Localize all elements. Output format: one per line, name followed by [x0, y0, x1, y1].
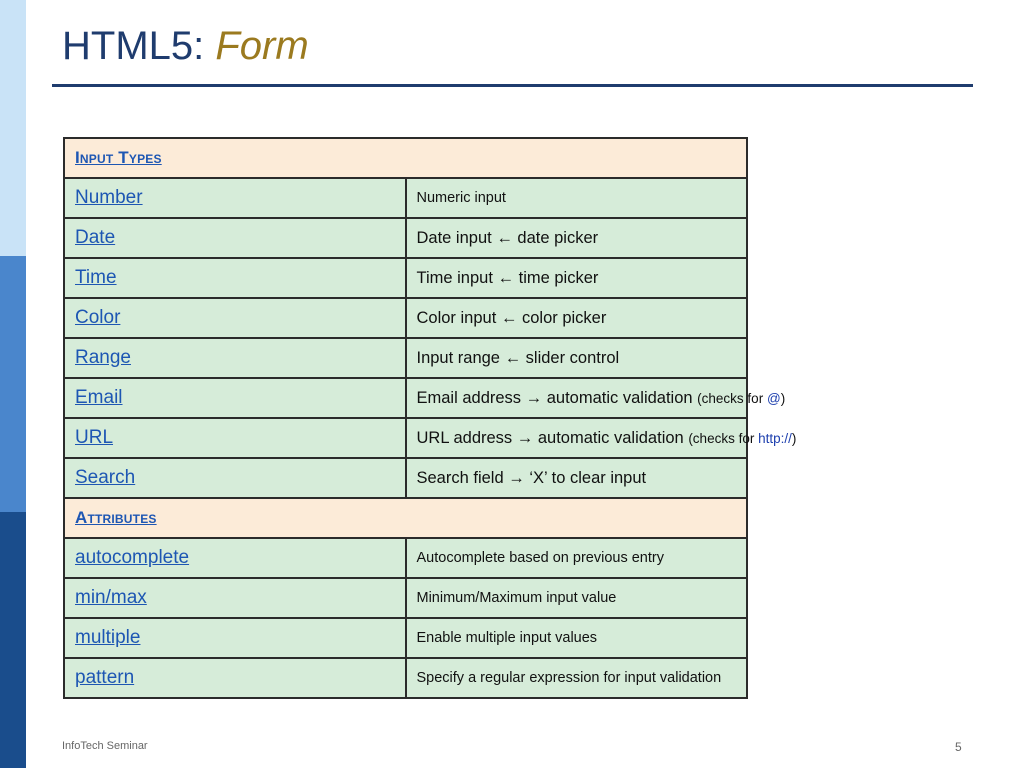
- table-row: [64, 338, 747, 378]
- arrow-right-icon: →: [508, 468, 525, 487]
- decor-stripe-bottom: [0, 512, 26, 768]
- link-search[interactable]: Search: [75, 467, 136, 488]
- section-link-attributes[interactable]: Attributes: [75, 508, 157, 527]
- table-row: [64, 618, 747, 658]
- row-description: Search field → ‘X’ to clear input: [416, 468, 647, 487]
- link-multiple[interactable]: multiple: [75, 627, 141, 648]
- link-pattern[interactable]: pattern: [75, 667, 135, 688]
- link-autocomplete[interactable]: autocomplete: [75, 547, 190, 568]
- validation-note: (checks for http://): [688, 430, 797, 446]
- row-description: Numeric input: [416, 190, 506, 206]
- row-description: Input range ← slider control: [416, 348, 620, 367]
- link-time[interactable]: Time: [75, 267, 117, 288]
- form-reference-table: [63, 137, 797, 699]
- footer-label: InfoTech Seminar: [62, 740, 148, 752]
- validation-note: (checks for @): [697, 390, 786, 406]
- section-header-input-types: [64, 138, 747, 178]
- table-row: [64, 658, 747, 698]
- decor-stripe-top: [0, 0, 26, 256]
- table-row: [64, 178, 747, 218]
- row-description: Time input ← time picker: [416, 268, 599, 287]
- row-description: Enable multiple input values: [416, 630, 598, 646]
- link-url[interactable]: URL: [75, 427, 114, 448]
- arrow-left-icon: ←: [497, 268, 515, 287]
- link-color[interactable]: Color: [75, 307, 121, 328]
- link-min-max[interactable]: min/max: [75, 587, 147, 608]
- row-description: Specify a regular expression for input validation: [416, 670, 722, 686]
- row-description: URL address → automatic validation (checks for http://): [416, 428, 797, 447]
- row-description: Color input ← color picker: [416, 308, 607, 327]
- table-row: [64, 418, 747, 458]
- slide-title-emphasis: Form: [215, 24, 309, 68]
- row-description: Date input ← date picker: [416, 228, 599, 247]
- page-number: 5: [955, 740, 962, 754]
- table-row: [64, 378, 747, 418]
- link-email[interactable]: Email: [75, 387, 123, 408]
- table-row: [64, 298, 747, 338]
- table-row: [64, 458, 747, 498]
- arrow-right-icon: →: [516, 428, 534, 447]
- section-header-attributes: [64, 498, 747, 538]
- link-range[interactable]: Range: [75, 347, 131, 368]
- table-row: [64, 258, 747, 298]
- arrow-right-icon: →: [525, 388, 543, 407]
- row-description: Autocomplete based on previous entry: [416, 550, 664, 566]
- section-link-input-types[interactable]: Input Types: [75, 148, 162, 167]
- link-number[interactable]: Number: [75, 187, 143, 208]
- arrow-left-icon: ←: [500, 308, 518, 327]
- link-date[interactable]: Date: [75, 227, 116, 248]
- decor-stripe-middle: [0, 256, 26, 512]
- title-underline: [52, 84, 973, 87]
- slide-title-main: HTML5:: [62, 24, 205, 68]
- table-row: [64, 218, 747, 258]
- row-description: Email address → automatic validation (checks for @): [416, 388, 786, 407]
- arrow-left-icon: ←: [496, 228, 513, 247]
- slide-title: [62, 20, 309, 72]
- table-row: [64, 538, 747, 578]
- row-description: Minimum/Maximum input value: [416, 590, 617, 606]
- table-row: [64, 578, 747, 618]
- arrow-left-icon: ←: [504, 348, 522, 367]
